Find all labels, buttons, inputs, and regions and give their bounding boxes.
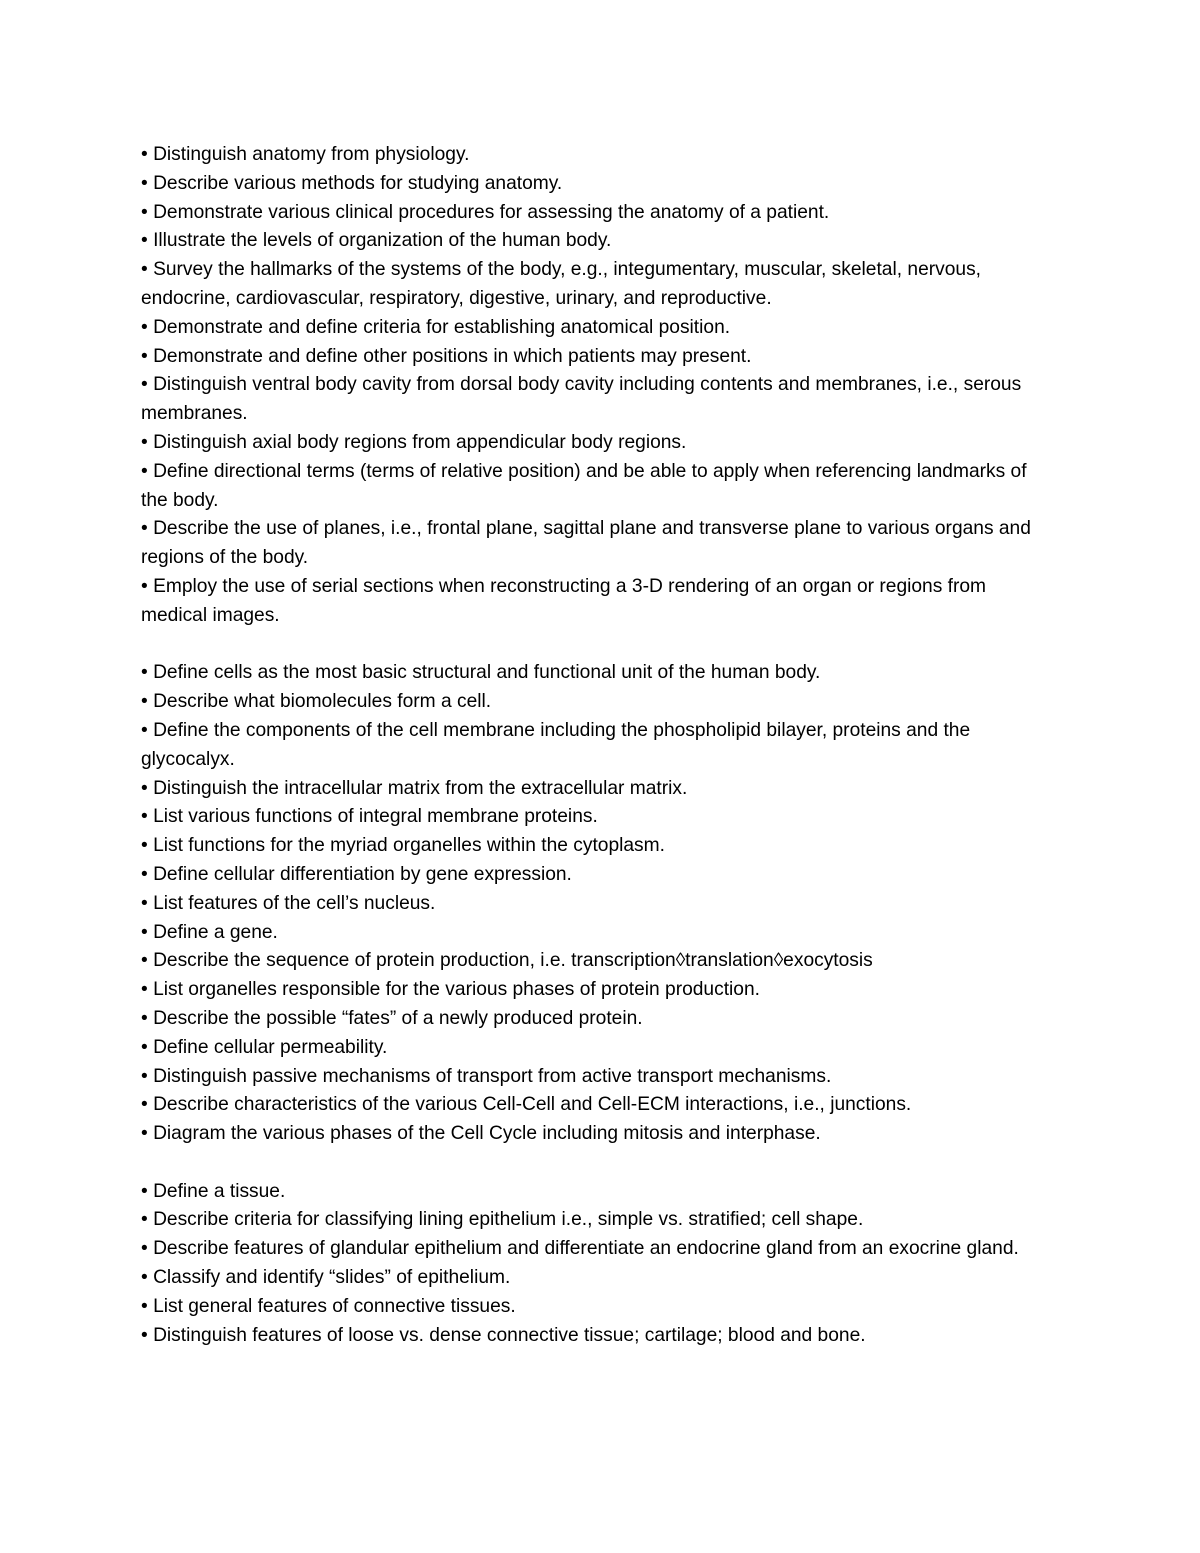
list-item bbox=[141, 1091, 1041, 1120]
bullet-icon: • bbox=[141, 1007, 148, 1029]
list-item bbox=[141, 1120, 1041, 1149]
bullet-icon: • bbox=[141, 662, 148, 684]
list-item-text: List functions for the myriad organelles within the cytoplasm. bbox=[153, 835, 665, 857]
list-item-text: Distinguish the intracellular matrix from the extracellular matrix. bbox=[153, 777, 688, 799]
bullet-icon: • bbox=[141, 1238, 148, 1260]
list-item bbox=[141, 717, 1041, 775]
bullet-icon: • bbox=[141, 431, 148, 453]
list-item bbox=[141, 947, 1041, 976]
list-item-text: Define a tissue. bbox=[153, 1180, 286, 1202]
bullet-icon: • bbox=[141, 921, 148, 943]
bullet-icon: • bbox=[141, 1094, 148, 1116]
list-item bbox=[141, 688, 1041, 717]
list-item bbox=[141, 515, 1041, 573]
bullet-icon: • bbox=[141, 806, 148, 828]
list-item-text: List organelles responsible for the various phases of protein production. bbox=[153, 979, 760, 1001]
bullet-icon: • bbox=[141, 172, 148, 194]
list-item bbox=[141, 170, 1041, 199]
list-item-text: Distinguish anatomy from physiology. bbox=[153, 144, 470, 165]
bullet-icon: • bbox=[141, 230, 148, 252]
list-item bbox=[141, 573, 1041, 631]
section-tissues bbox=[141, 1178, 1041, 1351]
list-item-text: Describe features of glandular epithelium and differentiate an endocrine gland from an exocrine gland. bbox=[153, 1238, 1019, 1260]
bullet-icon: • bbox=[141, 1065, 148, 1087]
list-item-text: Define cells as the most basic structural and functional unit of the human body. bbox=[153, 662, 821, 684]
list-item bbox=[141, 227, 1041, 256]
bullet-icon: • bbox=[141, 316, 148, 338]
list-item bbox=[141, 256, 1041, 314]
list-item-text: Define cellular differentiation by gene expression. bbox=[153, 863, 572, 885]
list-item-text: Describe the possible “fates” of a newly produced protein. bbox=[153, 1007, 643, 1029]
bullet-icon: • bbox=[141, 374, 148, 396]
section-anatomy-overview bbox=[141, 141, 1041, 631]
bullet-icon: • bbox=[141, 1123, 148, 1145]
list-item bbox=[141, 775, 1041, 804]
list-item bbox=[141, 832, 1041, 861]
list-item-text: Illustrate the levels of organization of the human body. bbox=[153, 230, 612, 252]
list-item-text: Define directional terms (terms of relative position) and be able to apply when referencing landmarks of the body. bbox=[141, 460, 1027, 511]
list-item bbox=[141, 1264, 1041, 1293]
list-item bbox=[141, 1322, 1041, 1351]
document-content bbox=[141, 141, 1041, 1350]
list-item bbox=[141, 141, 1041, 170]
bullet-icon: • bbox=[141, 1180, 148, 1202]
list-item-text: Distinguish axial body regions from appendicular body regions. bbox=[153, 431, 687, 453]
list-item-text: List various functions of integral membrane proteins. bbox=[153, 806, 598, 828]
list-item bbox=[141, 976, 1041, 1005]
list-item bbox=[141, 1034, 1041, 1063]
bullet-icon: • bbox=[141, 518, 148, 540]
list-item bbox=[141, 1005, 1041, 1034]
list-item bbox=[141, 199, 1041, 228]
section-cells bbox=[141, 659, 1041, 1149]
list-item-text: Describe criteria for classifying lining epithelium i.e., simple vs. stratified; cell shape. bbox=[153, 1209, 864, 1231]
list-item bbox=[141, 429, 1041, 458]
list-item bbox=[141, 1293, 1041, 1322]
list-item bbox=[141, 1178, 1041, 1207]
bullet-icon: • bbox=[141, 950, 148, 972]
list-item bbox=[141, 659, 1041, 688]
list-item bbox=[141, 343, 1041, 372]
list-item-text: Demonstrate and define criteria for establishing anatomical position. bbox=[153, 316, 731, 338]
bullet-icon: • bbox=[141, 1036, 148, 1058]
list-item bbox=[141, 1063, 1041, 1092]
list-item bbox=[141, 890, 1041, 919]
list-item-text: Describe the sequence of protein production, i.e. transcription◊translation◊exocytosis bbox=[153, 950, 873, 972]
bullet-icon: • bbox=[141, 691, 148, 713]
bullet-icon: • bbox=[141, 1324, 148, 1346]
list-item-text: List general features of connective tissues. bbox=[153, 1295, 516, 1317]
list-item bbox=[141, 458, 1041, 516]
list-item-text: Define a gene. bbox=[153, 921, 278, 943]
bullet-icon: • bbox=[141, 460, 148, 482]
list-item-text: Describe what biomolecules form a cell. bbox=[153, 691, 492, 713]
list-item-text: Survey the hallmarks of the systems of the body, e.g., integumentary, muscular, skeletal, nervous, endocrine, cardiovascular, respiratory, digestive, urinary, and reproductive. bbox=[141, 259, 981, 309]
bullet-icon: • bbox=[141, 979, 148, 1001]
list-item-text: Distinguish passive mechanisms of transport from active transport mechanisms. bbox=[153, 1065, 832, 1087]
list-item-text: Diagram the various phases of the Cell Cycle including mitosis and interphase. bbox=[153, 1123, 821, 1145]
list-item-text: Demonstrate and define other positions in which patients may present. bbox=[153, 345, 752, 367]
bullet-icon: • bbox=[141, 835, 148, 857]
bullet-icon: • bbox=[141, 863, 148, 885]
list-item bbox=[141, 371, 1041, 429]
list-item bbox=[141, 803, 1041, 832]
list-item-text: Describe characteristics of the various Cell-Cell and Cell-ECM interactions, i.e., junctions. bbox=[153, 1094, 912, 1116]
list-item-text: Describe various methods for studying anatomy. bbox=[153, 172, 563, 194]
list-item-text: List features of the cell’s nucleus. bbox=[153, 892, 436, 914]
bullet-icon: • bbox=[141, 1267, 148, 1289]
bullet-icon: • bbox=[141, 1295, 148, 1317]
list-item bbox=[141, 861, 1041, 890]
bullet-icon: • bbox=[141, 259, 148, 281]
bullet-icon: • bbox=[141, 575, 148, 597]
list-item-text: Define cellular permeability. bbox=[153, 1036, 388, 1058]
list-item bbox=[141, 314, 1041, 343]
bullet-icon: • bbox=[141, 1209, 148, 1231]
list-item-text: Distinguish ventral body cavity from dorsal body cavity including contents and membranes, i.e., serous membranes. bbox=[141, 374, 1022, 425]
list-item-text: Define the components of the cell membrane including the phospholipid bilayer, proteins and the glycocalyx. bbox=[141, 719, 971, 770]
list-item-text: Demonstrate various clinical procedures for assessing the anatomy of a patient. bbox=[153, 201, 830, 223]
bullet-icon: • bbox=[141, 144, 148, 165]
list-item-text: Employ the use of serial sections when reconstructing a 3-D rendering of an organ or regions from medical images. bbox=[141, 575, 987, 626]
list-item bbox=[141, 1206, 1041, 1235]
list-item-text: Describe the use of planes, i.e., frontal plane, sagittal plane and transverse plane to various organs and regions of the body. bbox=[141, 518, 1031, 569]
bullet-icon: • bbox=[141, 345, 148, 367]
list-item bbox=[141, 919, 1041, 948]
bullet-icon: • bbox=[141, 892, 148, 914]
bullet-icon: • bbox=[141, 777, 148, 799]
list-item-text: Distinguish features of loose vs. dense connective tissue; cartilage; blood and bone. bbox=[153, 1324, 866, 1346]
list-item-text: Classify and identify “slides” of epithelium. bbox=[153, 1267, 511, 1289]
bullet-icon: • bbox=[141, 719, 148, 741]
list-item bbox=[141, 1235, 1041, 1264]
bullet-icon: • bbox=[141, 201, 148, 223]
